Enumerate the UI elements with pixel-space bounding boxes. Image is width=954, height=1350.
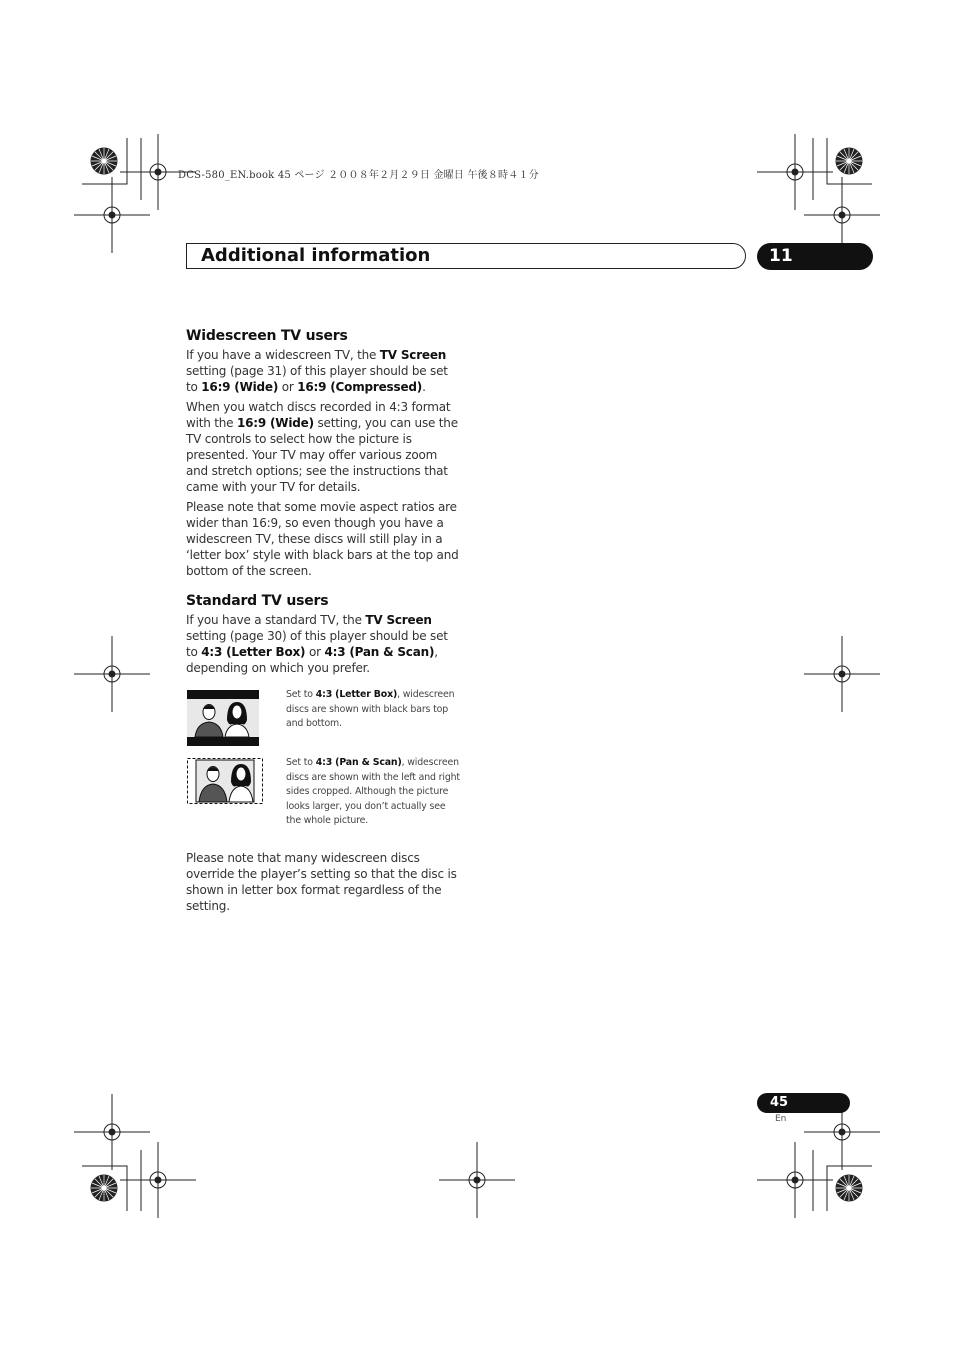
standard-paragraph-1: If you have a standard TV, the TV Screen setting (page 30) of this player should be set to 4:3 (Letter Box) or 4:3 (Pan & Scan), depending on which you prefer.	[186, 613, 448, 675]
page-number-badge: 45	[757, 1093, 850, 1113]
letter-box-caption: Set to 4:3 (Letter Box), widescreen discs are shown with black bars top and bottom.	[286, 689, 455, 729]
chapter-title: Additional information	[201, 245, 431, 266]
pan-scan-caption: Set to 4:3 (Pan & Scan), widescreen discs are shown with the left and right sides cropped. Although the picture looks larger, you don’t actually see the whole picture.	[286, 757, 460, 826]
chapter-header-bar	[186, 243, 746, 269]
pan-scan-figure-row	[186, 756, 461, 836]
print-info: DCS-580_EN.book 45 ページ ２００８年２月２９日 金曜日 午後８時４１分	[178, 170, 539, 181]
widescreen-paragraph-2: When you watch discs recorded in 4:3 format with the 16:9 (Wide) setting, you can use the TV controls to select how the picture is presented. Your TV may offer various zoom and stretch options; see the instructions that came with your TV for details.	[186, 400, 458, 494]
standard-heading: Standard TV users	[186, 593, 329, 609]
standard-paragraph-2: Please note that many widescreen discs override the player’s setting so that the disc is shown in letter box format regardless of the setting.	[186, 851, 457, 913]
letter-box-figure-row	[186, 688, 461, 750]
pan-and-scan-illustration	[187, 758, 263, 804]
language-code: En	[775, 1114, 787, 1124]
main-content	[186, 328, 461, 918]
widescreen-paragraph-1: If you have a widescreen TV, the TV Screen setting (page 31) of this player should be set to 16:9 (Wide) or 16:9 (Compressed).	[186, 348, 448, 394]
widescreen-paragraph-3: Please note that some movie aspect ratios are wider than 16:9, so even though you have a widescreen TV, these discs will still play in a ‘letter box’ style with black bars at the top and bottom of the screen.	[186, 500, 459, 578]
chapter-number-badge: 11	[757, 243, 873, 270]
letter-box-illustration	[187, 690, 259, 746]
widescreen-heading: Widescreen TV users	[186, 328, 348, 344]
